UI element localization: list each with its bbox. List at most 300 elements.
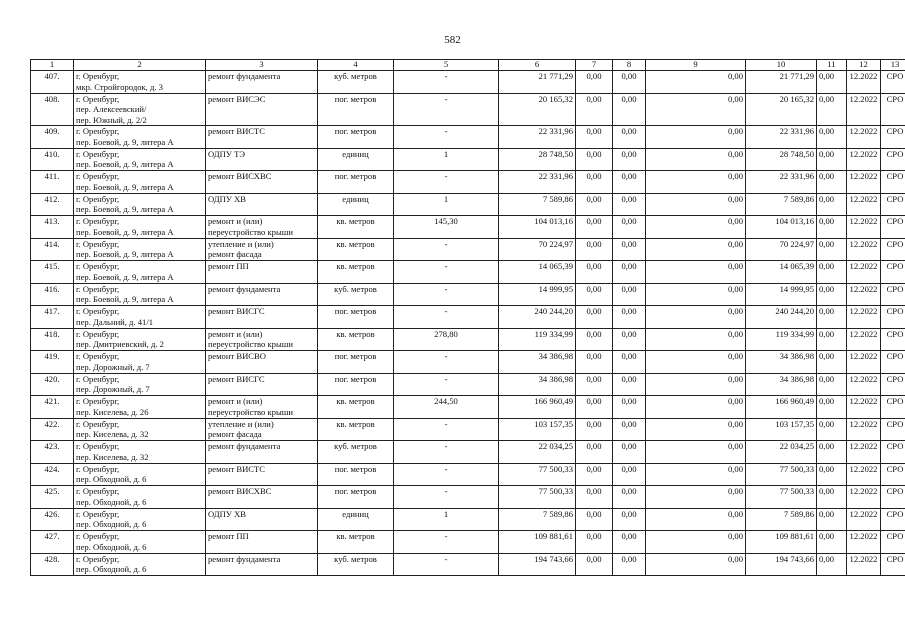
completion-date bbox=[847, 396, 881, 419]
col7-value-line: 0,00 bbox=[586, 463, 602, 474]
col8-value-line: 0,00 bbox=[621, 463, 637, 474]
col9-value-line: 0,00 bbox=[727, 126, 743, 136]
col11-value bbox=[817, 71, 847, 94]
source-line: СРО bbox=[886, 486, 904, 496]
completion-date-line: 12.2022 bbox=[849, 396, 878, 406]
completion-date-line: 12.2022 bbox=[849, 351, 878, 361]
work-type bbox=[206, 463, 318, 486]
col9-value-line: 0,00 bbox=[727, 486, 743, 496]
row-number-line: 424. bbox=[44, 463, 60, 474]
table-row bbox=[31, 486, 905, 509]
work-type bbox=[206, 126, 318, 149]
work-type-line: ремонт фундамента bbox=[208, 441, 281, 451]
address-line: мкр. Стройгородок, д. 3 bbox=[76, 81, 163, 92]
total-value-line: 22 034,25 bbox=[779, 441, 814, 451]
col7-value bbox=[576, 126, 613, 149]
col7-value-line: 0,00 bbox=[586, 351, 602, 361]
col9-value-line: 0,00 bbox=[727, 216, 743, 226]
completion-date bbox=[847, 328, 881, 351]
col9-value bbox=[646, 283, 746, 306]
quantity bbox=[394, 553, 499, 576]
col7-value bbox=[576, 328, 613, 351]
row-number bbox=[31, 373, 74, 396]
quantity-line: 278,80 bbox=[434, 328, 458, 339]
unit-line: пог. метров bbox=[334, 463, 377, 474]
source bbox=[881, 553, 905, 576]
total-value-line: 7 589,86 bbox=[783, 193, 814, 204]
source-line: СРО bbox=[886, 553, 904, 564]
address-line: пер. Боевой, д. 9, литера А bbox=[76, 249, 174, 259]
source bbox=[881, 418, 905, 441]
work-type-line: утепление и (или) bbox=[208, 238, 274, 249]
row-number bbox=[31, 93, 74, 126]
source-line: СРО bbox=[886, 508, 904, 519]
total-value-line: 20 165,32 bbox=[779, 93, 814, 104]
address-line: г. Оренбург, bbox=[76, 531, 120, 541]
column-number-header: 4 bbox=[318, 60, 394, 71]
col8-value bbox=[613, 71, 646, 94]
work-type-line: ремонт и (или) bbox=[208, 396, 263, 406]
source-line: СРО bbox=[886, 328, 904, 339]
source-line: СРО bbox=[886, 238, 904, 249]
work-type-line: ремонт ВИСХВС bbox=[208, 486, 272, 496]
source bbox=[881, 486, 905, 509]
quantity-line: 1 bbox=[443, 193, 449, 204]
row-number bbox=[31, 351, 74, 374]
unit bbox=[318, 93, 394, 126]
cost-value-line: 22 034,25 bbox=[538, 441, 573, 451]
source-line: СРО bbox=[886, 306, 904, 316]
work-type bbox=[206, 441, 318, 464]
table-row bbox=[31, 306, 905, 329]
col7-value-line: 0,00 bbox=[586, 238, 602, 249]
table-row bbox=[31, 531, 905, 554]
address-line: пер. Боевой, д. 9, литера А bbox=[76, 136, 174, 147]
col7-value bbox=[576, 486, 613, 509]
address-line: г. Оренбург, bbox=[76, 283, 120, 294]
col9-value-line: 0,00 bbox=[727, 306, 743, 316]
address-line: г. Оренбург, bbox=[76, 193, 120, 204]
table-row bbox=[31, 396, 905, 419]
row-number-line: 409. bbox=[44, 126, 60, 136]
column-number-header: 12 bbox=[847, 60, 881, 71]
work-type bbox=[206, 193, 318, 216]
unit bbox=[318, 306, 394, 329]
col7-value bbox=[576, 71, 613, 94]
work-type bbox=[206, 553, 318, 576]
work-type-line: ремонт и (или) bbox=[208, 216, 263, 226]
cost-value bbox=[499, 261, 576, 284]
column-number-header: 1 bbox=[31, 60, 74, 71]
quantity bbox=[394, 216, 499, 239]
total-value bbox=[746, 486, 817, 509]
col7-value bbox=[576, 418, 613, 441]
quantity bbox=[394, 193, 499, 216]
source-line: СРО bbox=[886, 93, 904, 104]
quantity bbox=[394, 373, 499, 396]
quantity bbox=[394, 93, 499, 126]
col8-value-line: 0,00 bbox=[621, 508, 637, 519]
total-value-line: 166 960,49 bbox=[775, 396, 814, 406]
col9-value bbox=[646, 463, 746, 486]
work-type-line: ремонт фасада bbox=[208, 249, 262, 259]
unit-line: кв. метров bbox=[336, 328, 375, 339]
unit bbox=[318, 328, 394, 351]
table-row bbox=[31, 373, 905, 396]
page-number: 582 bbox=[444, 34, 461, 46]
source-line: СРО bbox=[886, 531, 904, 541]
row-number bbox=[31, 126, 74, 149]
col11-value bbox=[817, 126, 847, 149]
source-line: СРО bbox=[886, 283, 904, 294]
col7-value bbox=[576, 238, 613, 261]
col8-value bbox=[613, 193, 646, 216]
address-line: г. Оренбург, bbox=[76, 306, 120, 316]
col8-value bbox=[613, 238, 646, 261]
total-value bbox=[746, 126, 817, 149]
work-type bbox=[206, 171, 318, 194]
total-value bbox=[746, 306, 817, 329]
quantity-line: - bbox=[444, 71, 448, 81]
work-type-line: ремонт ПП bbox=[208, 531, 249, 541]
col11-value-line: 0,00 bbox=[819, 238, 835, 249]
col7-value bbox=[576, 508, 613, 531]
row-number bbox=[31, 396, 74, 419]
cost-value-line: 70 224,97 bbox=[538, 238, 573, 249]
address-line: пер. Боевой, д. 9, литера А bbox=[76, 181, 174, 192]
column-number-header: 9 bbox=[646, 60, 746, 71]
col9-value bbox=[646, 553, 746, 576]
cost-value-line: 20 165,32 bbox=[538, 93, 573, 104]
col8-value bbox=[613, 283, 646, 306]
table-row bbox=[31, 238, 905, 261]
completion-date-line: 12.2022 bbox=[849, 283, 878, 294]
completion-date-line: 12.2022 bbox=[849, 148, 878, 159]
col8-value-line: 0,00 bbox=[621, 396, 637, 406]
work-type-line: ремонт ВИСЭС bbox=[208, 93, 266, 104]
unit bbox=[318, 373, 394, 396]
col8-value-line: 0,00 bbox=[621, 171, 637, 181]
address bbox=[74, 396, 206, 419]
quantity-line: - bbox=[444, 373, 448, 384]
row-number-line: 426. bbox=[44, 508, 60, 519]
unit-line: кв. метров bbox=[336, 418, 375, 429]
col7-value-line: 0,00 bbox=[586, 93, 602, 104]
completion-date bbox=[847, 93, 881, 126]
cost-value bbox=[499, 553, 576, 576]
quantity-line: - bbox=[444, 486, 448, 496]
total-value bbox=[746, 71, 817, 94]
work-type-line: утепление и (или) bbox=[208, 418, 274, 429]
row-number bbox=[31, 148, 74, 171]
col8-value bbox=[613, 553, 646, 576]
col9-value bbox=[646, 171, 746, 194]
source bbox=[881, 193, 905, 216]
table-row bbox=[31, 93, 905, 126]
total-value bbox=[746, 396, 817, 419]
source bbox=[881, 373, 905, 396]
address bbox=[74, 283, 206, 306]
work-type-line: ремонт ПП bbox=[208, 261, 249, 271]
col11-value-line: 0,00 bbox=[819, 508, 835, 519]
address-line: г. Оренбург, bbox=[76, 441, 120, 451]
unit bbox=[318, 463, 394, 486]
address-line: г. Оренбург, bbox=[76, 171, 120, 181]
completion-date bbox=[847, 126, 881, 149]
unit-line: кв. метров bbox=[336, 396, 375, 406]
work-type bbox=[206, 531, 318, 554]
total-value bbox=[746, 283, 817, 306]
quantity bbox=[394, 126, 499, 149]
quantity bbox=[394, 531, 499, 554]
col7-value-line: 0,00 bbox=[586, 283, 602, 294]
completion-date-line: 12.2022 bbox=[849, 71, 878, 81]
quantity-line: 1 bbox=[443, 508, 449, 519]
work-type-line: переустройство крыши bbox=[208, 226, 293, 237]
col8-value bbox=[613, 306, 646, 329]
col11-value bbox=[817, 328, 847, 351]
col7-value bbox=[576, 283, 613, 306]
col8-value bbox=[613, 126, 646, 149]
address bbox=[74, 441, 206, 464]
source-line: СРО bbox=[886, 396, 904, 406]
address-line: пер. Боевой, д. 9, литера А bbox=[76, 159, 174, 169]
address bbox=[74, 418, 206, 441]
work-type bbox=[206, 238, 318, 261]
cost-value bbox=[499, 373, 576, 396]
cost-value-line: 21 771,29 bbox=[538, 71, 573, 81]
total-value-line: 14 065,39 bbox=[779, 261, 814, 271]
cost-value-line: 77 500,33 bbox=[538, 463, 573, 474]
quantity bbox=[394, 238, 499, 261]
cost-value bbox=[499, 216, 576, 239]
cost-value-line: 7 589,86 bbox=[542, 508, 573, 519]
address-line: г. Оренбург, bbox=[76, 93, 120, 104]
completion-date-line: 12.2022 bbox=[849, 531, 878, 541]
col11-value bbox=[817, 553, 847, 576]
cost-value-line: 14 999,95 bbox=[538, 283, 573, 294]
completion-date-line: 12.2022 bbox=[849, 216, 878, 226]
cost-value bbox=[499, 93, 576, 126]
col7-value-line: 0,00 bbox=[586, 71, 602, 81]
table-row bbox=[31, 351, 905, 374]
table-row bbox=[31, 441, 905, 464]
unit-line: пог. метров bbox=[334, 306, 377, 316]
col9-value-line: 0,00 bbox=[727, 351, 743, 361]
column-number-header-row bbox=[31, 60, 905, 71]
row-number-line: 407. bbox=[44, 71, 60, 81]
unit bbox=[318, 441, 394, 464]
work-type bbox=[206, 486, 318, 509]
col9-value-line: 0,00 bbox=[727, 553, 743, 564]
work-type-line: переустройство крыши bbox=[208, 406, 293, 417]
col9-value bbox=[646, 306, 746, 329]
address bbox=[74, 553, 206, 576]
unit bbox=[318, 193, 394, 216]
unit bbox=[318, 216, 394, 239]
col8-value-line: 0,00 bbox=[621, 148, 637, 159]
col8-value-line: 0,00 bbox=[621, 261, 637, 271]
row-number bbox=[31, 306, 74, 329]
address-line: г. Оренбург, bbox=[76, 508, 120, 519]
table-row bbox=[31, 216, 905, 239]
row-number bbox=[31, 193, 74, 216]
table-row bbox=[31, 193, 905, 216]
quantity-line: - bbox=[444, 553, 448, 564]
address bbox=[74, 216, 206, 239]
col9-value bbox=[646, 148, 746, 171]
completion-date-line: 12.2022 bbox=[849, 328, 878, 339]
col11-value-line: 0,00 bbox=[819, 463, 835, 474]
row-number-line: 423. bbox=[44, 441, 60, 451]
col8-value-line: 0,00 bbox=[621, 373, 637, 384]
quantity bbox=[394, 306, 499, 329]
column-number-header: 5 bbox=[394, 60, 499, 71]
unit-line: куб. метров bbox=[334, 553, 377, 564]
total-value-line: 104 013,16 bbox=[775, 216, 814, 226]
address-line: пер. Боевой, д. 9, литера А bbox=[76, 294, 174, 304]
col11-value bbox=[817, 441, 847, 464]
col9-value-line: 0,00 bbox=[727, 148, 743, 159]
quantity-line: - bbox=[444, 238, 448, 249]
total-value-line: 34 386,98 bbox=[779, 351, 814, 361]
quantity bbox=[394, 351, 499, 374]
work-type bbox=[206, 148, 318, 171]
quantity-line: - bbox=[444, 306, 448, 316]
completion-date bbox=[847, 463, 881, 486]
source bbox=[881, 283, 905, 306]
col7-value-line: 0,00 bbox=[586, 486, 602, 496]
work-type bbox=[206, 418, 318, 441]
work-type bbox=[206, 351, 318, 374]
col8-value-line: 0,00 bbox=[621, 553, 637, 564]
unit-line: куб. метров bbox=[334, 283, 377, 294]
col11-value bbox=[817, 396, 847, 419]
col11-value bbox=[817, 418, 847, 441]
cost-value bbox=[499, 283, 576, 306]
quantity bbox=[394, 328, 499, 351]
table-row bbox=[31, 148, 905, 171]
unit bbox=[318, 396, 394, 419]
row-number-line: 418. bbox=[44, 328, 60, 339]
quantity bbox=[394, 171, 499, 194]
work-type bbox=[206, 283, 318, 306]
table-row bbox=[31, 463, 905, 486]
row-number-line: 417. bbox=[44, 306, 60, 316]
work-type bbox=[206, 216, 318, 239]
total-value-line: 240 244,20 bbox=[775, 306, 814, 316]
total-value-line: 77 500,33 bbox=[779, 486, 814, 496]
col11-value bbox=[817, 508, 847, 531]
total-value-line: 119 334,99 bbox=[775, 328, 814, 339]
col9-value bbox=[646, 238, 746, 261]
total-value-line: 77 500,33 bbox=[779, 463, 814, 474]
col9-value-line: 0,00 bbox=[727, 93, 743, 104]
quantity bbox=[394, 396, 499, 419]
address-line: пер. Обходной, д. 6 bbox=[76, 564, 147, 574]
col7-value-line: 0,00 bbox=[586, 216, 602, 226]
cost-value bbox=[499, 418, 576, 441]
unit bbox=[318, 418, 394, 441]
table-row bbox=[31, 283, 905, 306]
work-type-line: ремонт и (или) bbox=[208, 328, 263, 339]
cost-value bbox=[499, 238, 576, 261]
col8-value bbox=[613, 396, 646, 419]
source bbox=[881, 306, 905, 329]
row-number bbox=[31, 553, 74, 576]
work-type bbox=[206, 93, 318, 126]
cost-value bbox=[499, 396, 576, 419]
col9-value bbox=[646, 531, 746, 554]
completion-date bbox=[847, 486, 881, 509]
cost-value-line: 28 748,50 bbox=[538, 148, 573, 159]
source-line: СРО bbox=[886, 463, 904, 474]
quantity bbox=[394, 261, 499, 284]
col11-value bbox=[817, 193, 847, 216]
source bbox=[881, 463, 905, 486]
total-value bbox=[746, 463, 817, 486]
source bbox=[881, 171, 905, 194]
cost-value-line: 166 960,49 bbox=[534, 396, 573, 406]
total-value bbox=[746, 441, 817, 464]
col9-value-line: 0,00 bbox=[727, 463, 743, 474]
source-line: СРО bbox=[886, 261, 904, 271]
source-line: СРО bbox=[886, 71, 904, 81]
total-value bbox=[746, 328, 817, 351]
source bbox=[881, 261, 905, 284]
unit-line: кв. метров bbox=[336, 238, 375, 249]
total-value bbox=[746, 93, 817, 126]
col11-value-line: 0,00 bbox=[819, 531, 835, 541]
col11-value-line: 0,00 bbox=[819, 283, 835, 294]
completion-date bbox=[847, 283, 881, 306]
completion-date-line: 12.2022 bbox=[849, 553, 878, 564]
source-line: СРО bbox=[886, 418, 904, 429]
completion-date-line: 12.2022 bbox=[849, 306, 878, 316]
col8-value bbox=[613, 441, 646, 464]
source-line: СРО bbox=[886, 171, 904, 181]
address-line: г. Оренбург, bbox=[76, 396, 120, 406]
total-value-line: 194 743,66 bbox=[775, 553, 814, 564]
cost-value bbox=[499, 328, 576, 351]
col8-value-line: 0,00 bbox=[621, 71, 637, 81]
col9-value bbox=[646, 508, 746, 531]
col11-value-line: 0,00 bbox=[819, 71, 835, 81]
table-row bbox=[31, 418, 905, 441]
row-number bbox=[31, 71, 74, 94]
completion-date bbox=[847, 261, 881, 284]
work-type bbox=[206, 373, 318, 396]
col11-value-line: 0,00 bbox=[819, 441, 835, 451]
quantity bbox=[394, 508, 499, 531]
row-number bbox=[31, 171, 74, 194]
source bbox=[881, 238, 905, 261]
col11-value bbox=[817, 216, 847, 239]
col8-value bbox=[613, 418, 646, 441]
col7-value bbox=[576, 441, 613, 464]
col8-value bbox=[613, 328, 646, 351]
total-value bbox=[746, 171, 817, 194]
address-line: г. Оренбург, bbox=[76, 148, 120, 159]
work-type-line: ОДПУ ХВ bbox=[208, 508, 247, 519]
cost-value-line: 109 881,61 bbox=[534, 531, 573, 541]
address-line: пер. Обходной, д. 6 bbox=[76, 519, 147, 529]
col7-value-line: 0,00 bbox=[586, 373, 602, 384]
address bbox=[74, 306, 206, 329]
quantity-line: - bbox=[444, 126, 448, 136]
col8-value bbox=[613, 216, 646, 239]
cost-value-line: 34 386,98 bbox=[538, 351, 573, 361]
